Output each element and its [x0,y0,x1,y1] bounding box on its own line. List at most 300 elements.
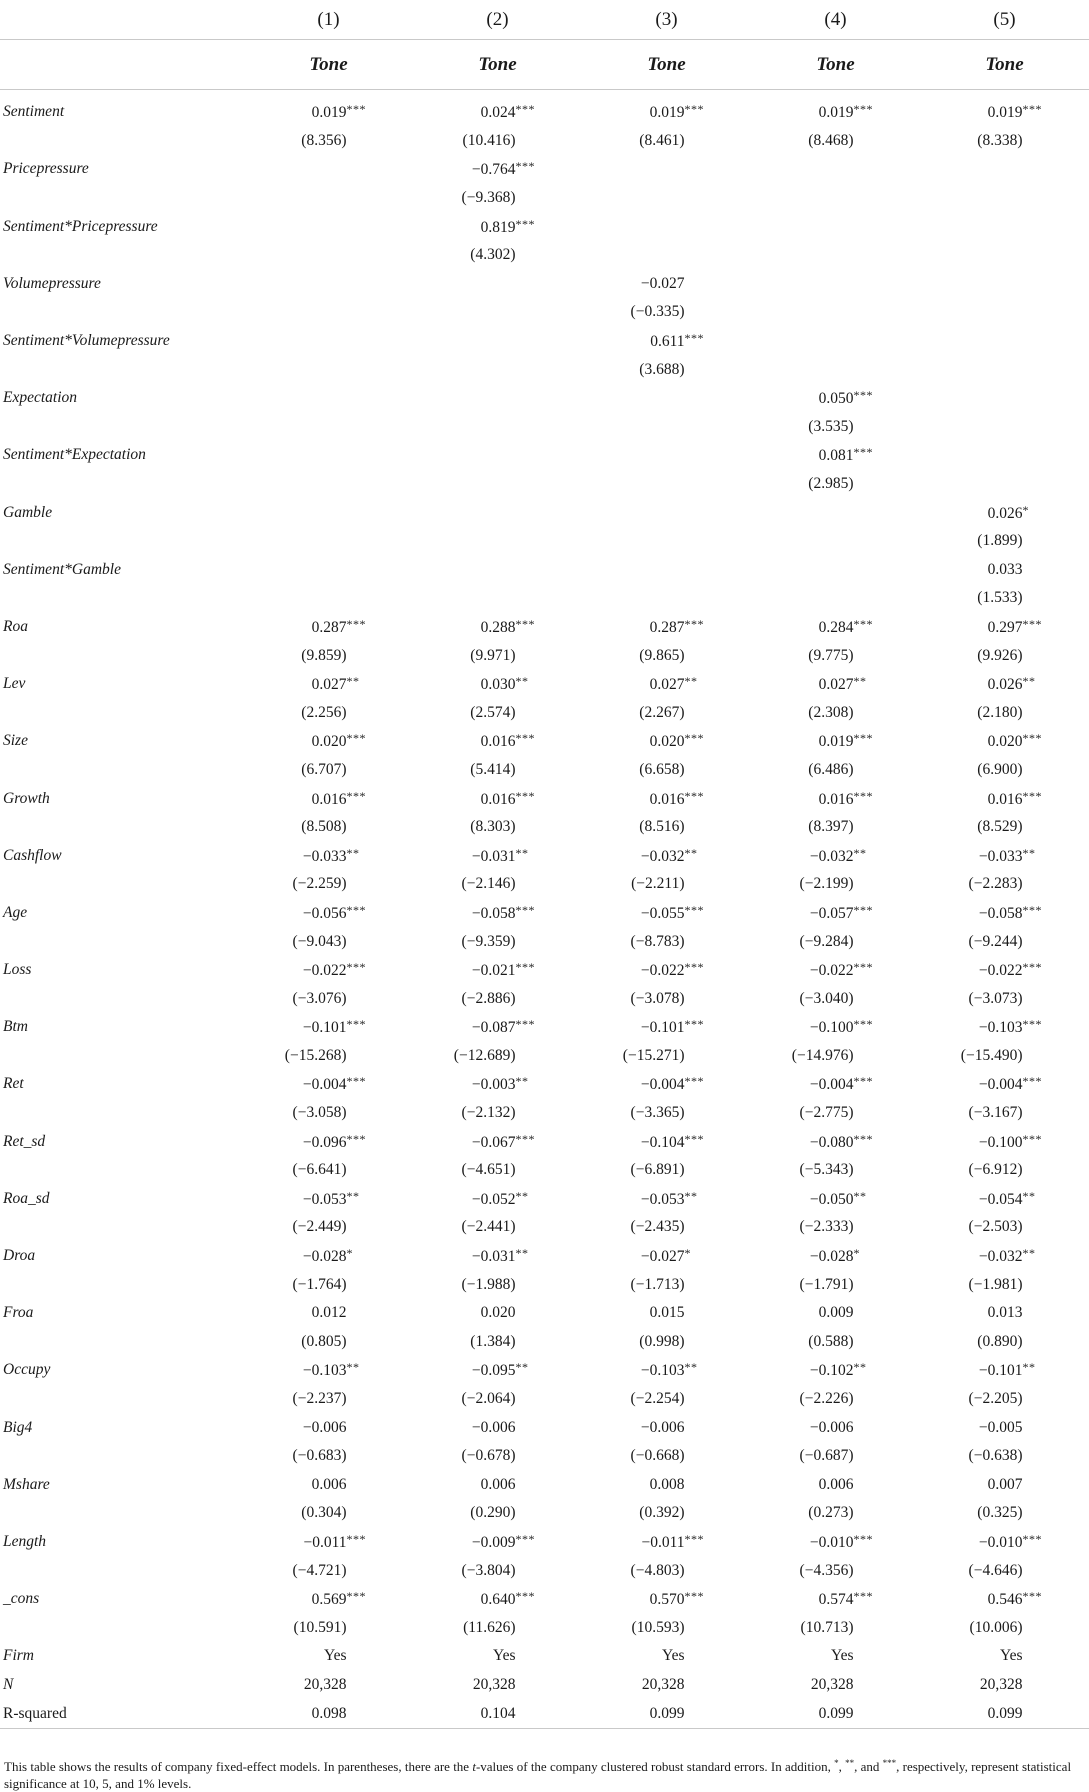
cell-value: (8.529) [977,818,1023,836]
significance-stars: *** [346,1074,366,1089]
cell-value: −0.052 [471,1190,516,1208]
table-cell [582,498,751,527]
cell-value: −0.006 [471,1418,516,1436]
column-number: (3) [655,8,678,30]
cell-value: 0.019 [818,104,854,122]
table-row [0,584,1089,613]
table-row [0,470,1089,499]
table-cell [582,1413,751,1442]
significance-stars: *** [515,102,535,117]
table-cell [920,1299,1089,1328]
row-label [0,870,244,899]
row-label [0,1613,244,1642]
table-cell [413,1328,582,1357]
cell-value: 20,328 [641,1675,685,1693]
table-cell [920,1556,1089,1585]
cell-value: −0.101 [640,1019,685,1037]
table-cell [751,241,920,270]
table-cell [920,470,1089,499]
significance-stars: *** [853,902,873,917]
significance-stars: *** [515,902,535,917]
table-cell [751,899,920,928]
cell-value: Yes [323,1647,347,1665]
table-cell [244,384,413,413]
table-cell [244,556,413,585]
table-cell [413,1356,582,1385]
table-cell [413,1156,582,1185]
cell-value: 20,328 [472,1675,516,1693]
row-label: Cashflow [3,846,62,864]
table-cell [920,641,1089,670]
table-cell [920,1156,1089,1185]
cell-value: (10.006) [969,1618,1023,1636]
table-cell [582,1613,751,1642]
table-row [0,670,1089,699]
table-cell [751,1356,920,1385]
table-cell [920,1499,1089,1528]
significance-stars: *** [346,1131,366,1146]
significance-stars: *** [346,102,366,117]
table-cell [413,470,582,499]
table-cell [920,241,1089,270]
significance-stars: ** [515,1246,529,1261]
table-cell [751,1099,920,1128]
table-row [0,1642,1089,1671]
cell-value: (0.890) [977,1332,1023,1350]
table-cell [413,1185,582,1214]
table-cell [751,184,920,213]
cell-value: 0.026 [987,504,1023,522]
table-row [0,556,1089,585]
significance-stars: *** [1022,102,1042,117]
cell-value: −0.028 [809,1248,854,1266]
table-cell [244,1613,413,1642]
table-cell [751,1013,920,1042]
cell-value: −0.027 [640,274,685,292]
significance-stars: *** [1022,902,1042,917]
significance-stars: ** [1022,674,1036,689]
table-cell [582,756,751,785]
table-cell [413,670,582,699]
table-cell [413,784,582,813]
table-cell [244,212,413,241]
footnote-text: , and [854,1759,883,1774]
table-cell [244,1328,413,1357]
cell-value: −0.022 [302,962,347,980]
table-cell [751,270,920,299]
table-cell [751,1156,920,1185]
table-row [0,1328,1089,1357]
row-label [0,927,244,956]
table-cell [244,641,413,670]
table-cell [751,384,920,413]
table-cell [751,470,920,499]
cell-value: −0.006 [640,1418,685,1436]
table-cell [244,984,413,1013]
cell-value: (−4.356) [799,1561,854,1579]
cell-value: 0.020 [480,1304,516,1322]
cell-value: (8.508) [301,818,347,836]
table-footnote [4,1755,1084,1792]
table-cell [413,1070,582,1099]
table-row [0,384,1089,413]
cell-value: (9.865) [639,646,685,664]
table-cell [751,1613,920,1642]
table-row [0,1699,1089,1728]
cell-value: −0.011 [303,1533,347,1551]
cell-value: (−3.078) [630,989,685,1007]
cell-value: (3.688) [639,360,685,378]
table-row [0,841,1089,870]
table-cell [920,1328,1089,1357]
table-cell [413,1413,582,1442]
table-cell [582,384,751,413]
significance-stars: *** [684,616,704,631]
cell-value: 0.081 [818,447,854,465]
significance-stars: *** [684,960,704,975]
significance-stars: *** [853,960,873,975]
table-cell [413,1299,582,1328]
cell-value: (−2.254) [630,1390,685,1408]
footnote-t-italic: t [472,1759,476,1774]
cell-value: (10.593) [631,1618,685,1636]
cell-value: (−4.803) [630,1561,685,1579]
cell-value: −0.003 [471,1076,516,1094]
cell-value: −0.053 [640,1190,685,1208]
column-number: (4) [824,8,847,30]
significance-stars: *** [853,445,873,460]
significance-stars: ** [853,1360,867,1375]
significance-stars: *** [853,102,873,117]
table-cell [413,641,582,670]
significance-stars: ** [853,674,867,689]
table-cell [244,1213,413,1242]
table-cell [582,1042,751,1071]
cell-value: (−2.226) [799,1390,854,1408]
cell-value: −0.101 [302,1019,347,1037]
significance-stars: *** [853,616,873,631]
table-cell [920,498,1089,527]
cell-value: −0.006 [302,1418,347,1436]
cell-value: (−6.641) [292,1161,347,1179]
significance-stars: *** [346,788,366,803]
significance-stars: ** [1022,1188,1036,1203]
cell-value: −0.058 [471,904,516,922]
cell-value: (−2.146) [461,875,516,893]
cell-value: −0.031 [471,847,516,865]
cell-value: (−3.804) [461,1561,516,1579]
significance-stars: *** [346,902,366,917]
table-cell [751,641,920,670]
table-cell [582,1585,751,1614]
cell-value: −0.100 [809,1019,854,1037]
significance-stars: ** [1022,1360,1036,1375]
cell-value: (8.461) [639,131,685,149]
row-label [0,527,244,556]
significance-stars: *** [515,1017,535,1032]
cell-value: (1.899) [977,532,1023,550]
table-cell [244,756,413,785]
cell-value: −0.009 [471,1533,516,1551]
row-label [0,641,244,670]
dependent-variable-label: Tone [413,40,582,90]
table-cell [244,956,413,985]
cell-value: 0.020 [311,733,347,751]
table-cell [920,1213,1089,1242]
table-cell [920,613,1089,642]
significance-stars: *** [1022,1074,1042,1089]
table-cell [244,127,413,156]
row-label [0,698,244,727]
significance-stars: *** [1022,1131,1042,1146]
table-cell [244,1413,413,1442]
row-label: Froa [3,1304,34,1322]
table-cell [582,1356,751,1385]
cell-value: −0.095 [471,1362,516,1380]
significance-stars: * [853,1246,860,1261]
table-cell [920,1613,1089,1642]
cell-value: −0.056 [302,904,347,922]
row-label: Growth [3,789,50,807]
significance-stars: *** [1022,1531,1042,1546]
cell-value: 0.640 [480,1591,516,1609]
significance-stars: *** [346,616,366,631]
significance-stars: *** [515,1589,535,1604]
cell-value: 0.819 [480,218,516,236]
cell-value: 0.026 [987,676,1023,694]
cell-value: 0.024 [480,104,516,122]
table-row [0,184,1089,213]
dependent-variable-row [0,40,1089,90]
cell-value: −0.033 [978,847,1023,865]
significance-stars: ** [515,1188,529,1203]
row-label: Sentiment*Pricepressure [3,217,158,235]
table-cell [751,355,920,384]
table-cell [244,584,413,613]
cell-value: (−2.886) [461,989,516,1007]
table-row [0,813,1089,842]
significance-stars: *** [346,1531,366,1546]
cell-value: (0.273) [808,1504,854,1522]
cell-value: −0.022 [809,962,854,980]
table-cell [244,441,413,470]
table-cell [920,1442,1089,1471]
table-row [0,498,1089,527]
table-cell [582,670,751,699]
row-label: R-squared [0,1699,244,1728]
cell-value: −0.031 [471,1248,516,1266]
table-cell [582,241,751,270]
table-header [0,0,1089,90]
cell-value: (10.416) [462,131,516,149]
cell-value: (−2.237) [292,1390,347,1408]
table-cell [582,1699,751,1728]
table-cell [751,1528,920,1557]
row-label [0,1156,244,1185]
table-cell [751,298,920,327]
table-cell [751,90,920,127]
table-cell [244,90,413,127]
table-cell [413,556,582,585]
row-label: Volumepressure [3,274,101,292]
table-cell [413,527,582,556]
table-cell [582,1213,751,1242]
table-row [0,413,1089,442]
table-cell [582,1270,751,1299]
table-cell [244,870,413,899]
cell-value: 0.099 [649,1704,685,1722]
table-cell [413,899,582,928]
row-label: Sentiment*Gamble [3,560,121,578]
cell-value: −0.096 [302,1133,347,1151]
significance-stars: *** [346,960,366,975]
table-cell [413,90,582,127]
table-cell [582,927,751,956]
table-cell [920,1642,1089,1671]
cell-value: −0.032 [978,1248,1023,1266]
cell-value: (6.658) [639,760,685,778]
row-label: Ret_sd [3,1132,46,1150]
table-row [0,1156,1089,1185]
significance-stars: *** [346,1017,366,1032]
significance-stars: *** [346,731,366,746]
table-cell [413,1385,582,1414]
row-label: Lev [3,675,26,693]
table-cell [244,1070,413,1099]
significance-stars: *** [515,616,535,631]
table-row [0,270,1089,299]
table-cell [582,1671,751,1700]
row-label: Btm [3,1018,28,1036]
table-cell [413,155,582,184]
table-cell [751,1270,920,1299]
table-row [0,298,1089,327]
cell-value: −0.764 [471,161,516,179]
cell-value: (6.900) [977,760,1023,778]
table-cell [920,413,1089,442]
table-cell [582,90,751,127]
table-cell [413,1556,582,1585]
table-cell [751,1556,920,1585]
table-cell [413,1699,582,1728]
table-cell [582,1328,751,1357]
table-cell [920,813,1089,842]
table-cell [582,584,751,613]
cell-value: 0.016 [818,790,854,808]
table-cell [582,298,751,327]
table-cell [751,413,920,442]
table-cell [751,613,920,642]
table-row [0,1127,1089,1156]
table-cell [920,90,1089,127]
table-row [0,1270,1089,1299]
cell-value: 0.574 [818,1591,854,1609]
cell-value: 0.030 [480,676,516,694]
table-cell [413,1242,582,1271]
cell-value: (8.356) [301,131,347,149]
cell-value: (0.304) [301,1504,347,1522]
table-cell [920,870,1089,899]
footnote-text: This table shows the results of company fixed-effect models. In parentheses, there are the [4,1759,473,1774]
cell-value: −0.005 [978,1418,1023,1436]
cell-value: 0.287 [649,618,685,636]
table-cell [751,670,920,699]
cell-value: 0.013 [987,1304,1023,1322]
table-cell [920,212,1089,241]
table-cell [920,984,1089,1013]
significance-stars: ** [684,845,698,860]
cell-value: (−8.783) [630,932,685,950]
table-cell [920,1699,1089,1728]
table-cell [413,841,582,870]
table-cell [413,327,582,356]
dependent-variable-label: Tone [920,40,1089,90]
table-cell [413,984,582,1013]
cell-value: (−1.988) [461,1275,516,1293]
table-cell [244,1185,413,1214]
table-cell [582,841,751,870]
cell-value: (0.290) [470,1504,516,1522]
cell-value: 0.104 [480,1704,516,1722]
header-blank-cell [0,0,244,40]
table-cell [582,641,751,670]
table-row [0,727,1089,756]
table-cell [413,1642,582,1671]
cell-value: −0.004 [302,1076,347,1094]
table-cell [582,613,751,642]
cell-value: (−9.368) [461,189,516,207]
table-cell [413,298,582,327]
significance-stars: *** [853,1531,873,1546]
row-label [0,584,244,613]
table-cell [244,470,413,499]
table-cell [413,270,582,299]
table-cell [751,1185,920,1214]
table-cell [244,413,413,442]
cell-value: (−2.283) [968,875,1023,893]
significance-stars: *** [684,1531,704,1546]
cell-value: 0.016 [480,790,516,808]
table-cell [920,899,1089,928]
table-cell [920,1671,1089,1700]
footnote-star-2: ** [845,1758,855,1768]
table-cell [582,1471,751,1500]
table-cell [751,1499,920,1528]
table-cell [582,155,751,184]
cell-value: −0.032 [640,847,685,865]
table-row [0,1185,1089,1214]
table-row [0,527,1089,556]
table-cell [920,441,1089,470]
significance-stars: *** [1022,788,1042,803]
cell-value: (−0.678) [461,1447,516,1465]
row-label [0,298,244,327]
table-cell [413,613,582,642]
cell-value: 0.288 [480,618,516,636]
table-cell [413,1471,582,1500]
cell-value: (8.516) [639,818,685,836]
significance-stars: ** [515,674,529,689]
table-cell [751,1442,920,1471]
table-cell [582,1070,751,1099]
footnote-text: -values of the company clustered robust standard errors. In addition, [475,1759,835,1774]
table-row [0,1585,1089,1614]
cell-value: (−0.683) [292,1447,347,1465]
table-cell [413,1099,582,1128]
cell-value: (−9.359) [461,932,516,950]
table-cell [582,899,751,928]
table-cell [582,813,751,842]
